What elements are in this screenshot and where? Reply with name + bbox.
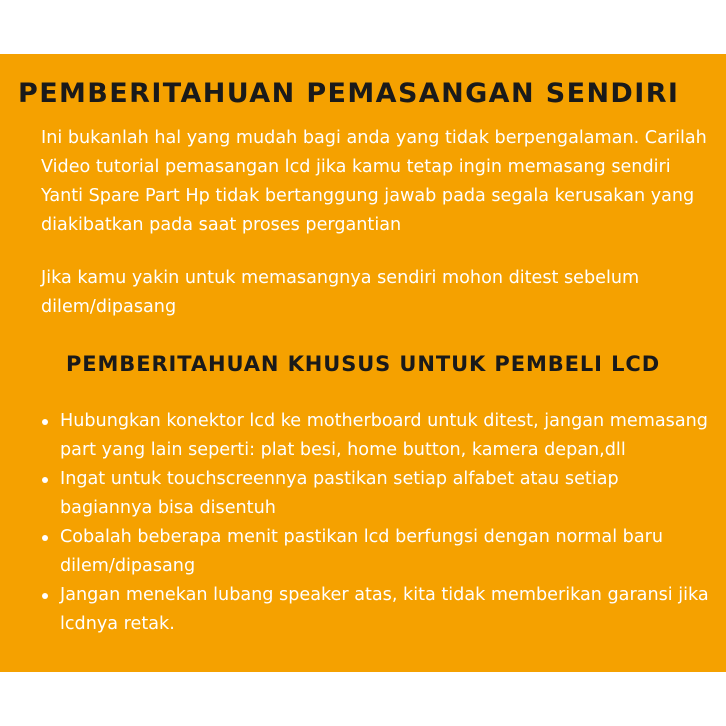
list-item-text: Jangan menekan lubang speaker atas, kita tidak memberikan garansi jika lcdnya retak. [60, 585, 709, 634]
list-item [41, 465, 711, 523]
bullet-icon [42, 419, 48, 425]
list-item [41, 581, 711, 639]
list-item-text: Hubungkan konektor lcd ke motherboard untuk ditest, jangan memasang part yang lain seperti: plat besi, home button, kamera depan,dll [60, 411, 708, 460]
lcd-buyer-notice-title: PEMBERITAHUAN KHUSUS UNTUK PEMBELI LCD [65, 352, 661, 376]
self-installation-notice-title: PEMBERITAHUAN PEMASANGAN SENDIRI [18, 78, 680, 109]
bullet-icon [42, 593, 48, 599]
bullet-icon [42, 535, 48, 541]
lcd-buyer-instructions-list [41, 407, 711, 639]
list-item-text: Cobalah beberapa menit pastikan lcd berfungsi dengan normal baru dilem/dipasang [60, 527, 664, 576]
list-item [41, 407, 711, 465]
self-installation-paragraph-2: Jika kamu yakin untuk memasangnya sendiri mohon ditest sebelum dilem/dipasang [41, 268, 640, 317]
list-item [41, 523, 711, 581]
bullet-icon [42, 477, 48, 483]
list-item-text: Ingat untuk touchscreennya pastikan setiap alfabet atau setiap bagiannya bisa disentuh [60, 469, 619, 518]
notice-panel [0, 54, 726, 672]
self-installation-paragraph-1: Ini bukanlah hal yang mudah bagi anda yang tidak berpengalaman. Carilah Video tutorial pemasangan lcd jika kamu tetap ingin memasang sendiri Yanti Spare Part Hp tidak bertanggung jawab pada segala kerusakan yang diakibatkan pada saat proses pergantian [41, 128, 707, 235]
